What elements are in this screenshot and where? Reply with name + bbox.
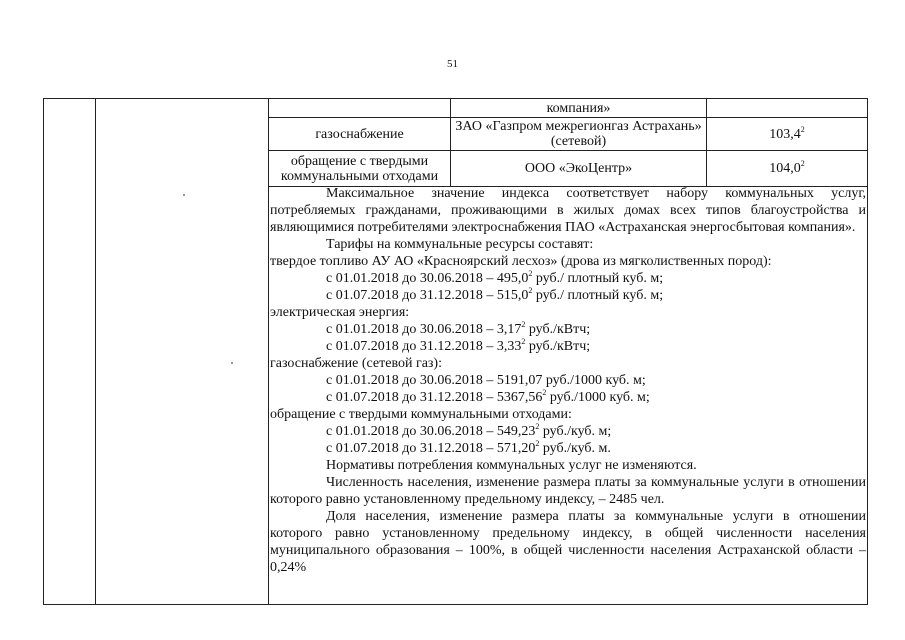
header-fragment-text: компания»: [546, 100, 611, 116]
table-border-right: [867, 98, 868, 604]
provider-cell: [451, 118, 706, 150]
index-cell: [707, 151, 867, 186]
gas-tariff-line: с 01.07.2018 до 31.12.2018 – 5367,56$^2$ руб./1000 куб. м;: [326, 388, 650, 405]
page-number: 51: [447, 58, 458, 70]
provider-text: ООО «ЭкоЦентр»: [524, 161, 633, 176]
index-value: 103,4$^2$: [769, 124, 805, 142]
electricity-heading: электрическая энергия:: [270, 305, 410, 320]
waste-heading: обращение с твердыми коммунальными отходами:: [270, 407, 572, 422]
table-border-bottom: [43, 604, 868, 605]
header-fragment-cell: [451, 99, 706, 117]
electricity-tariff-line: с 01.07.2018 до 31.12.2018 – 3,33$^2$ руб./кВтч;: [326, 337, 591, 354]
index-value: 104,0$^2$: [769, 159, 805, 176]
scan-speck: [231, 362, 233, 364]
gas-heading: газоснабжение (сетевой газ):: [270, 356, 442, 371]
index-cell: [707, 118, 867, 150]
service-cell: [269, 118, 450, 150]
norms-text: Нормативы потребления коммунальных услуг не изменяются.: [326, 458, 697, 473]
population-paragraph: Численность населения, изменение размера платы за коммунальные услуги в отношении которого равно установленному предельному индексу, – 2485 чел.: [270, 475, 866, 507]
fuel-tariff-line: с 01.07.2018 до 31.12.2018 – 515,0$^2$ руб./ плотный куб. м;: [326, 286, 664, 303]
provider-text: ЗАО «Газпром межрегионгаз Астрахань» (сетевой): [455, 119, 702, 149]
provider-cell: [451, 151, 706, 186]
tariffs-intro: Тарифы на коммунальные ресурсы составят:: [326, 237, 594, 252]
paragraph-max-index: Максимальное значение индекса соответствует набору коммунальных услуг, потребляемых гражданами, проживающими в жилых домах всех типов благоустройства и являющимися потребителями электроснабжения ПАО «Астраханская энергосбытовая компания».: [270, 186, 866, 235]
service-text: обращение с твердыми коммунальными отходами: [280, 153, 439, 184]
waste-tariff-line: с 01.01.2018 до 30.06.2018 – 549,23$^2$ руб./куб. м;: [326, 422, 612, 439]
gas-tariff-line: с 01.01.2018 до 30.06.2018 – 5191,07 руб./1000 куб. м;: [326, 373, 646, 388]
body-text: [270, 185, 866, 576]
scan-speck: [183, 194, 185, 196]
electricity-tariff-line: с 01.01.2018 до 30.06.2018 – 3,17$^2$ руб./кВтч;: [326, 320, 591, 337]
service-text: газоснабжение: [315, 126, 404, 142]
table-border-left: [43, 98, 44, 604]
share-paragraph: Доля населения, изменение размера платы за коммунальные услуги в отношении которого равно установленному предельному индексу, в общей численности населения муниципального образования – 100%, в общей численности населения Астраханской области – 0,24%: [270, 509, 866, 575]
fuel-heading: твердое топливо АУ АО «Красноярский лесхоз» (дрова из мягколиственных пород):: [270, 254, 772, 269]
index-footnote-mark: 2: [800, 159, 805, 168]
table-col-line-1: [95, 98, 96, 604]
waste-tariff-line: с 01.07.2018 до 31.12.2018 – 571,20$^2$ руб./куб. м.: [326, 439, 611, 456]
fuel-tariff-line: с 01.01.2018 до 30.06.2018 – 495,0$^2$ руб./ плотный куб. м;: [326, 269, 664, 286]
index-footnote-mark: 2: [800, 124, 805, 134]
service-cell: [269, 151, 450, 186]
